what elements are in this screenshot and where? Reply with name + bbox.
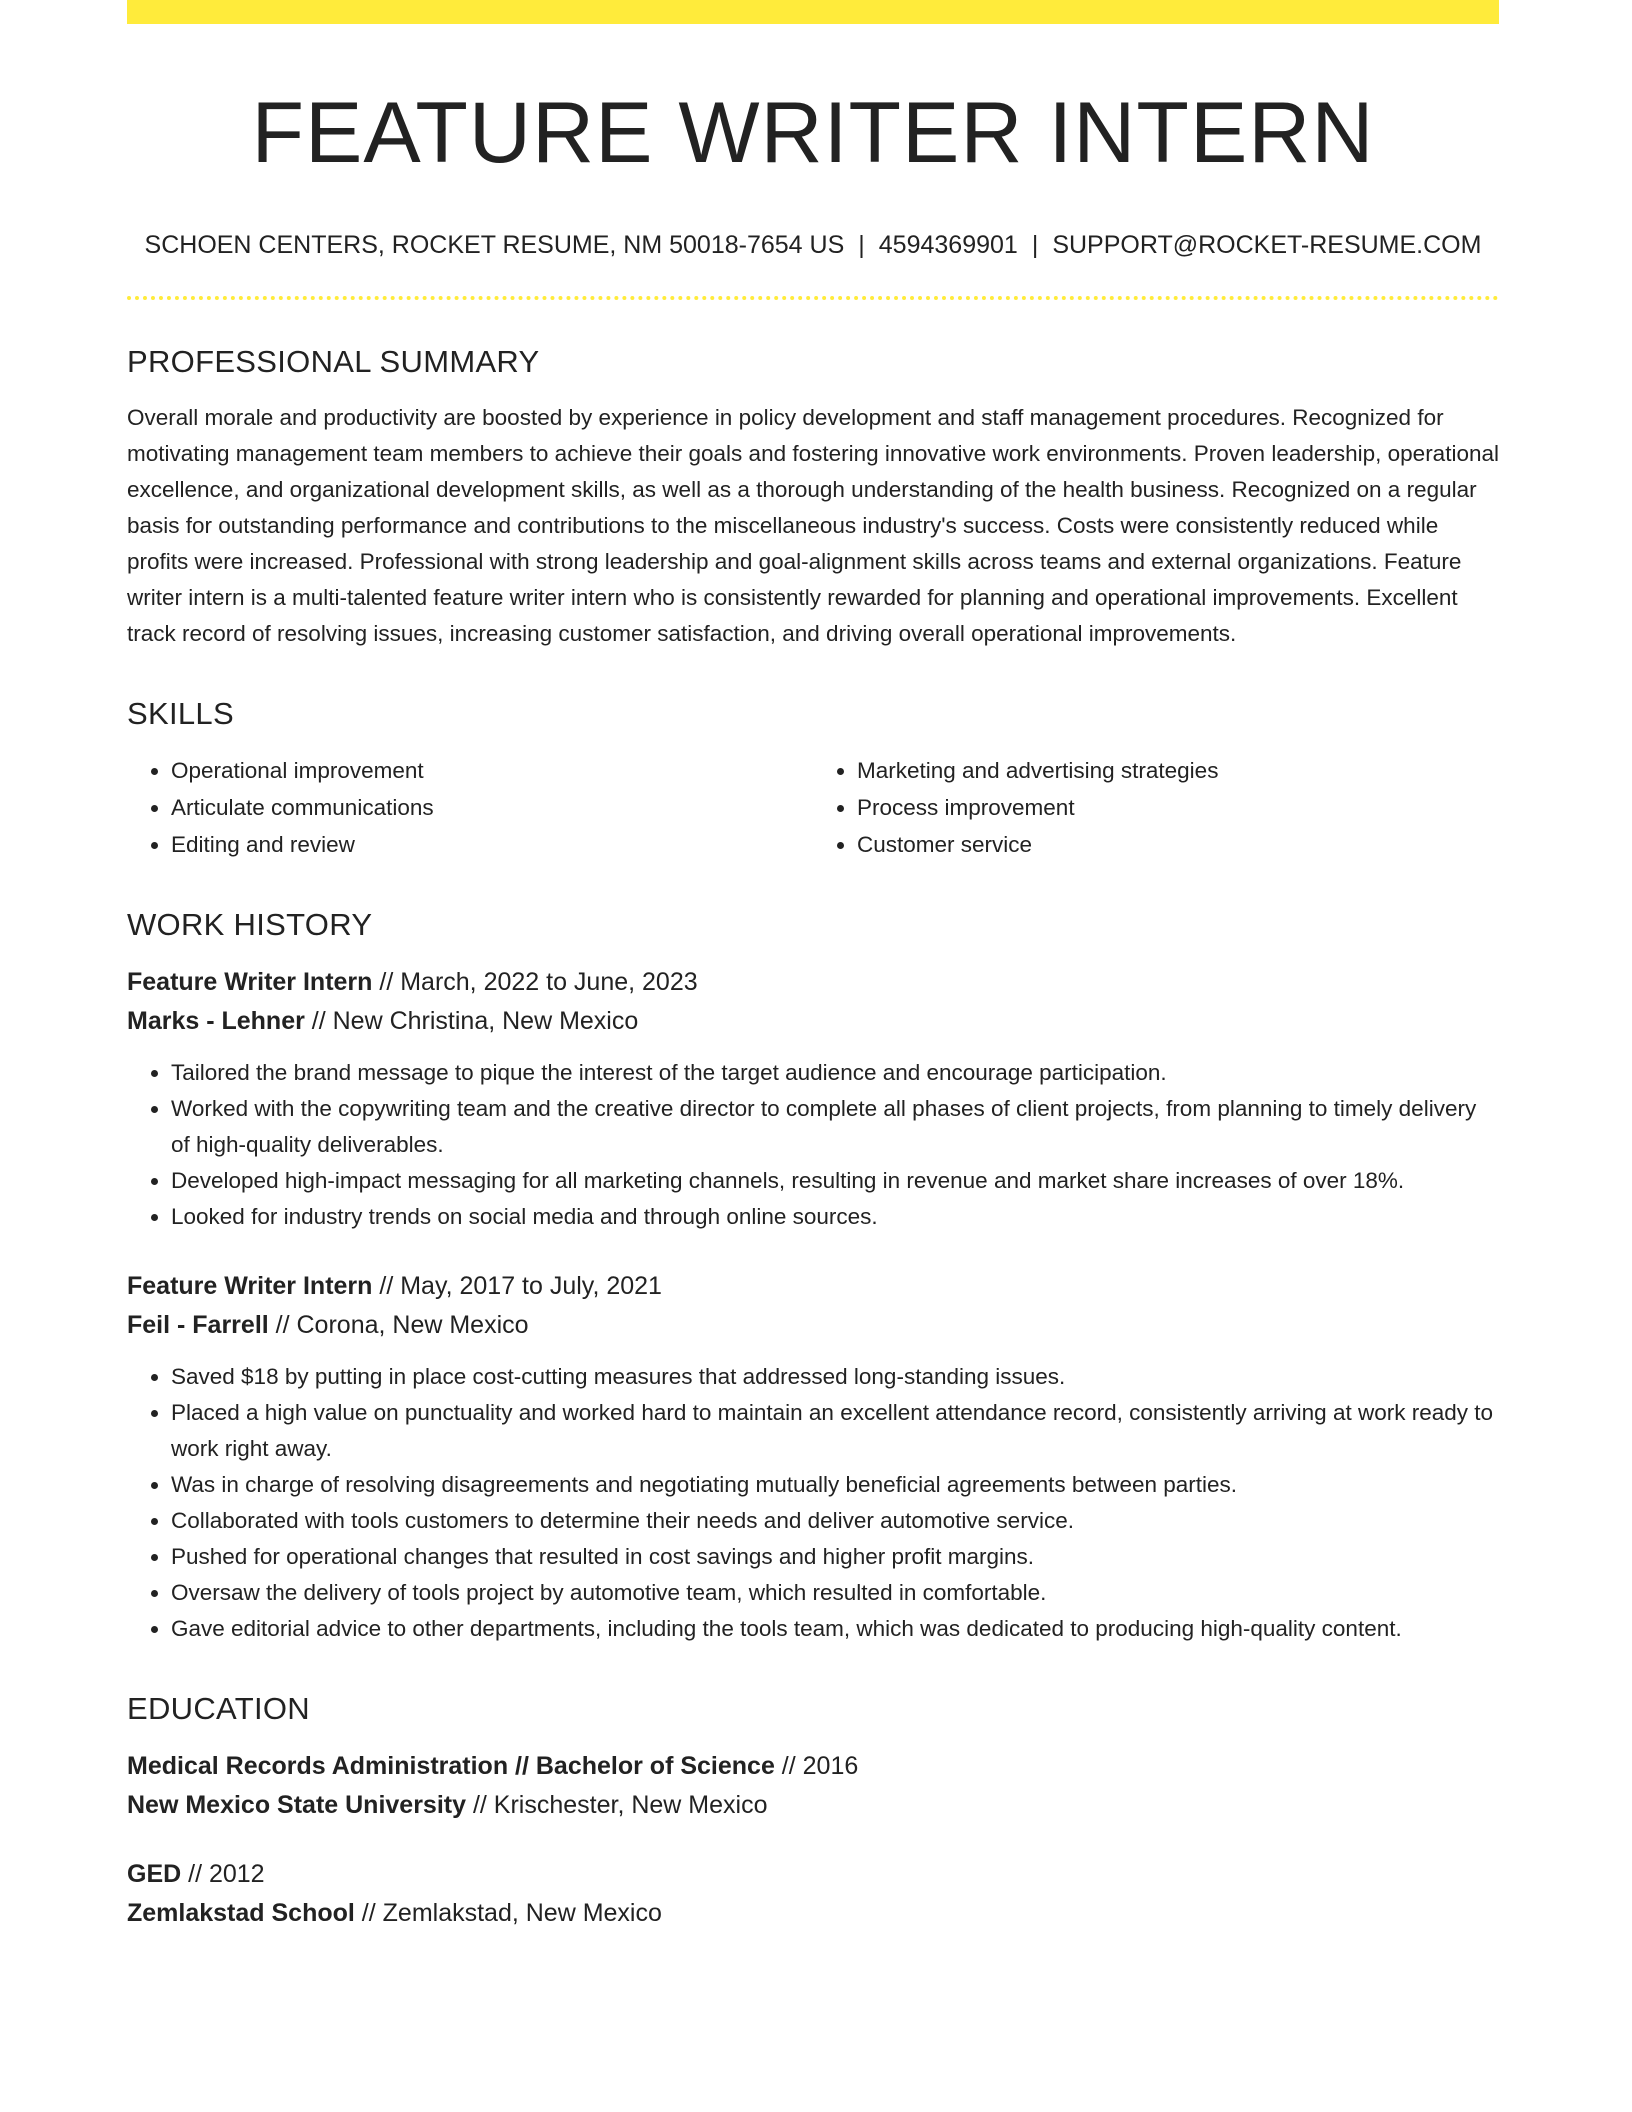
contact-address: SCHOEN CENTERS, ROCKET RESUME, NM 50018-7654 US	[144, 231, 845, 260]
contact-separator: |	[858, 231, 865, 260]
contact-phone: 4594369901	[878, 231, 1018, 260]
job-bullet: • Gave editorial advice to other departments, including the tools team, which was dedicated to producing high-quality content.	[171, 1611, 1499, 1647]
resume-page	[127, 0, 1499, 1933]
skill-item: • Editing and review	[171, 826, 813, 863]
education-degree-line	[127, 1855, 1499, 1894]
job-title: Feature Writer Intern	[127, 968, 373, 997]
job-role-line	[127, 963, 1499, 1002]
education-year: // 2012	[181, 1860, 265, 1889]
summary-text: Overall morale and productivity are boosted by experience in policy development and staff management procedures. Recognized for motivating management team members to achieve their goals and fostering innovative work environments. Proven leadership, operational excellence, and organizational development skills, as well as a thorough understanding of the health business. Recognized on a regular basis for outstanding performance and contributions to the miscellaneous industry's success. Costs were consistently reduced while profits were increased. Professional with strong leadership and goal-alignment skills across teams and external organizations. Feature writer intern is a multi-talented feature writer intern who is consistently rewarded for planning and operational improvements. Excellent track record of resolving issues, increasing customer satisfaction, and driving overall operational improvements.	[127, 405, 1499, 647]
job-bullet: • Tailored the brand message to pique the interest of the target audience and encourage participation.	[171, 1055, 1499, 1091]
job-bullet: • Oversaw the delivery of tools project by automotive team, which resulted in comfortable.	[171, 1575, 1499, 1611]
job-bullet: • Collaborated with tools customers to determine their needs and deliver automotive service.	[171, 1503, 1499, 1539]
job-bullet: • Was in charge of resolving disagreements and negotiating mutually beneficial agreements between parties.	[171, 1467, 1499, 1503]
education-location: // Zemlakstad, New Mexico	[354, 1899, 662, 1928]
contact-email: SUPPORT@ROCKET-RESUME.COM	[1052, 231, 1482, 260]
job-company: Feil - Farrell	[127, 1311, 269, 1340]
job-bullet: • Saved $18 by putting in place cost-cutting measures that addressed long-standing issues.	[171, 1359, 1499, 1395]
work-history-heading: WORK HISTORY	[127, 907, 373, 943]
job-bullets	[127, 1055, 1499, 1235]
job-company-line	[127, 1002, 1499, 1041]
job-dates: // May, 2017 to July, 2021	[372, 1272, 662, 1301]
education-degree-line	[127, 1747, 1499, 1786]
job-bullet: • Looked for industry trends on social media and through online sources.	[171, 1199, 1499, 1235]
job-bullets	[127, 1359, 1499, 1647]
education-degree: Medical Records Administration // Bachelor of Science	[127, 1752, 775, 1781]
education-school: New Mexico State University	[127, 1791, 467, 1820]
education-location: // Krischester, New Mexico	[466, 1791, 768, 1820]
job-bullet: • Pushed for operational changes that resulted in cost savings and higher profit margins.	[171, 1539, 1499, 1575]
skill-item: • Articulate communications	[171, 789, 813, 826]
job-role-line	[127, 1267, 1499, 1306]
skill-item: • Marketing and advertising strategies	[857, 752, 1499, 789]
contact-line	[127, 231, 1499, 260]
skills-column-right	[813, 752, 1499, 863]
job-dates: // March, 2022 to June, 2023	[372, 968, 698, 997]
job-company: Marks - Lehner	[127, 1007, 305, 1036]
skills-list	[127, 752, 1499, 863]
skill-item: • Operational improvement	[171, 752, 813, 789]
job-entry	[127, 1267, 1499, 1647]
job-location: // New Christina, New Mexico	[304, 1007, 639, 1036]
education-degree: GED	[127, 1860, 182, 1889]
dotted-divider	[127, 296, 1499, 300]
skills-column-left	[127, 752, 813, 863]
job-bullet: • Worked with the copywriting team and the creative director to complete all phases of client projects, from planning to timely delivery of high-quality deliverables.	[171, 1091, 1499, 1163]
top-accent-bar	[127, 0, 1499, 24]
education-heading: EDUCATION	[127, 1691, 310, 1727]
job-entry	[127, 963, 1499, 1235]
skill-item: • Process improvement	[857, 789, 1499, 826]
job-title: Feature Writer Intern	[127, 1272, 373, 1301]
job-bullet: • Placed a high value on punctuality and worked hard to maintain an excellent attendance record, consistently arriving at work ready to work right away.	[171, 1395, 1499, 1467]
job-bullet: • Developed high-impact messaging for all marketing channels, resulting in revenue and market share increases of over 18%.	[171, 1163, 1499, 1199]
education-year: // 2016	[774, 1752, 859, 1781]
skills-heading: SKILLS	[127, 696, 234, 732]
education-school: Zemlakstad School	[127, 1899, 355, 1928]
education-entry	[127, 1855, 1499, 1933]
skill-item: • Customer service	[857, 826, 1499, 863]
contact-separator: |	[1031, 231, 1039, 260]
education-school-line	[127, 1786, 1499, 1825]
job-location: // Corona, New Mexico	[268, 1311, 529, 1340]
job-company-line	[127, 1306, 1499, 1345]
resume-name: FEATURE WRITER INTERN	[251, 85, 1375, 181]
education-school-line	[127, 1894, 1499, 1933]
summary-heading: PROFESSIONAL SUMMARY	[127, 344, 540, 380]
education-entry	[127, 1747, 1499, 1825]
